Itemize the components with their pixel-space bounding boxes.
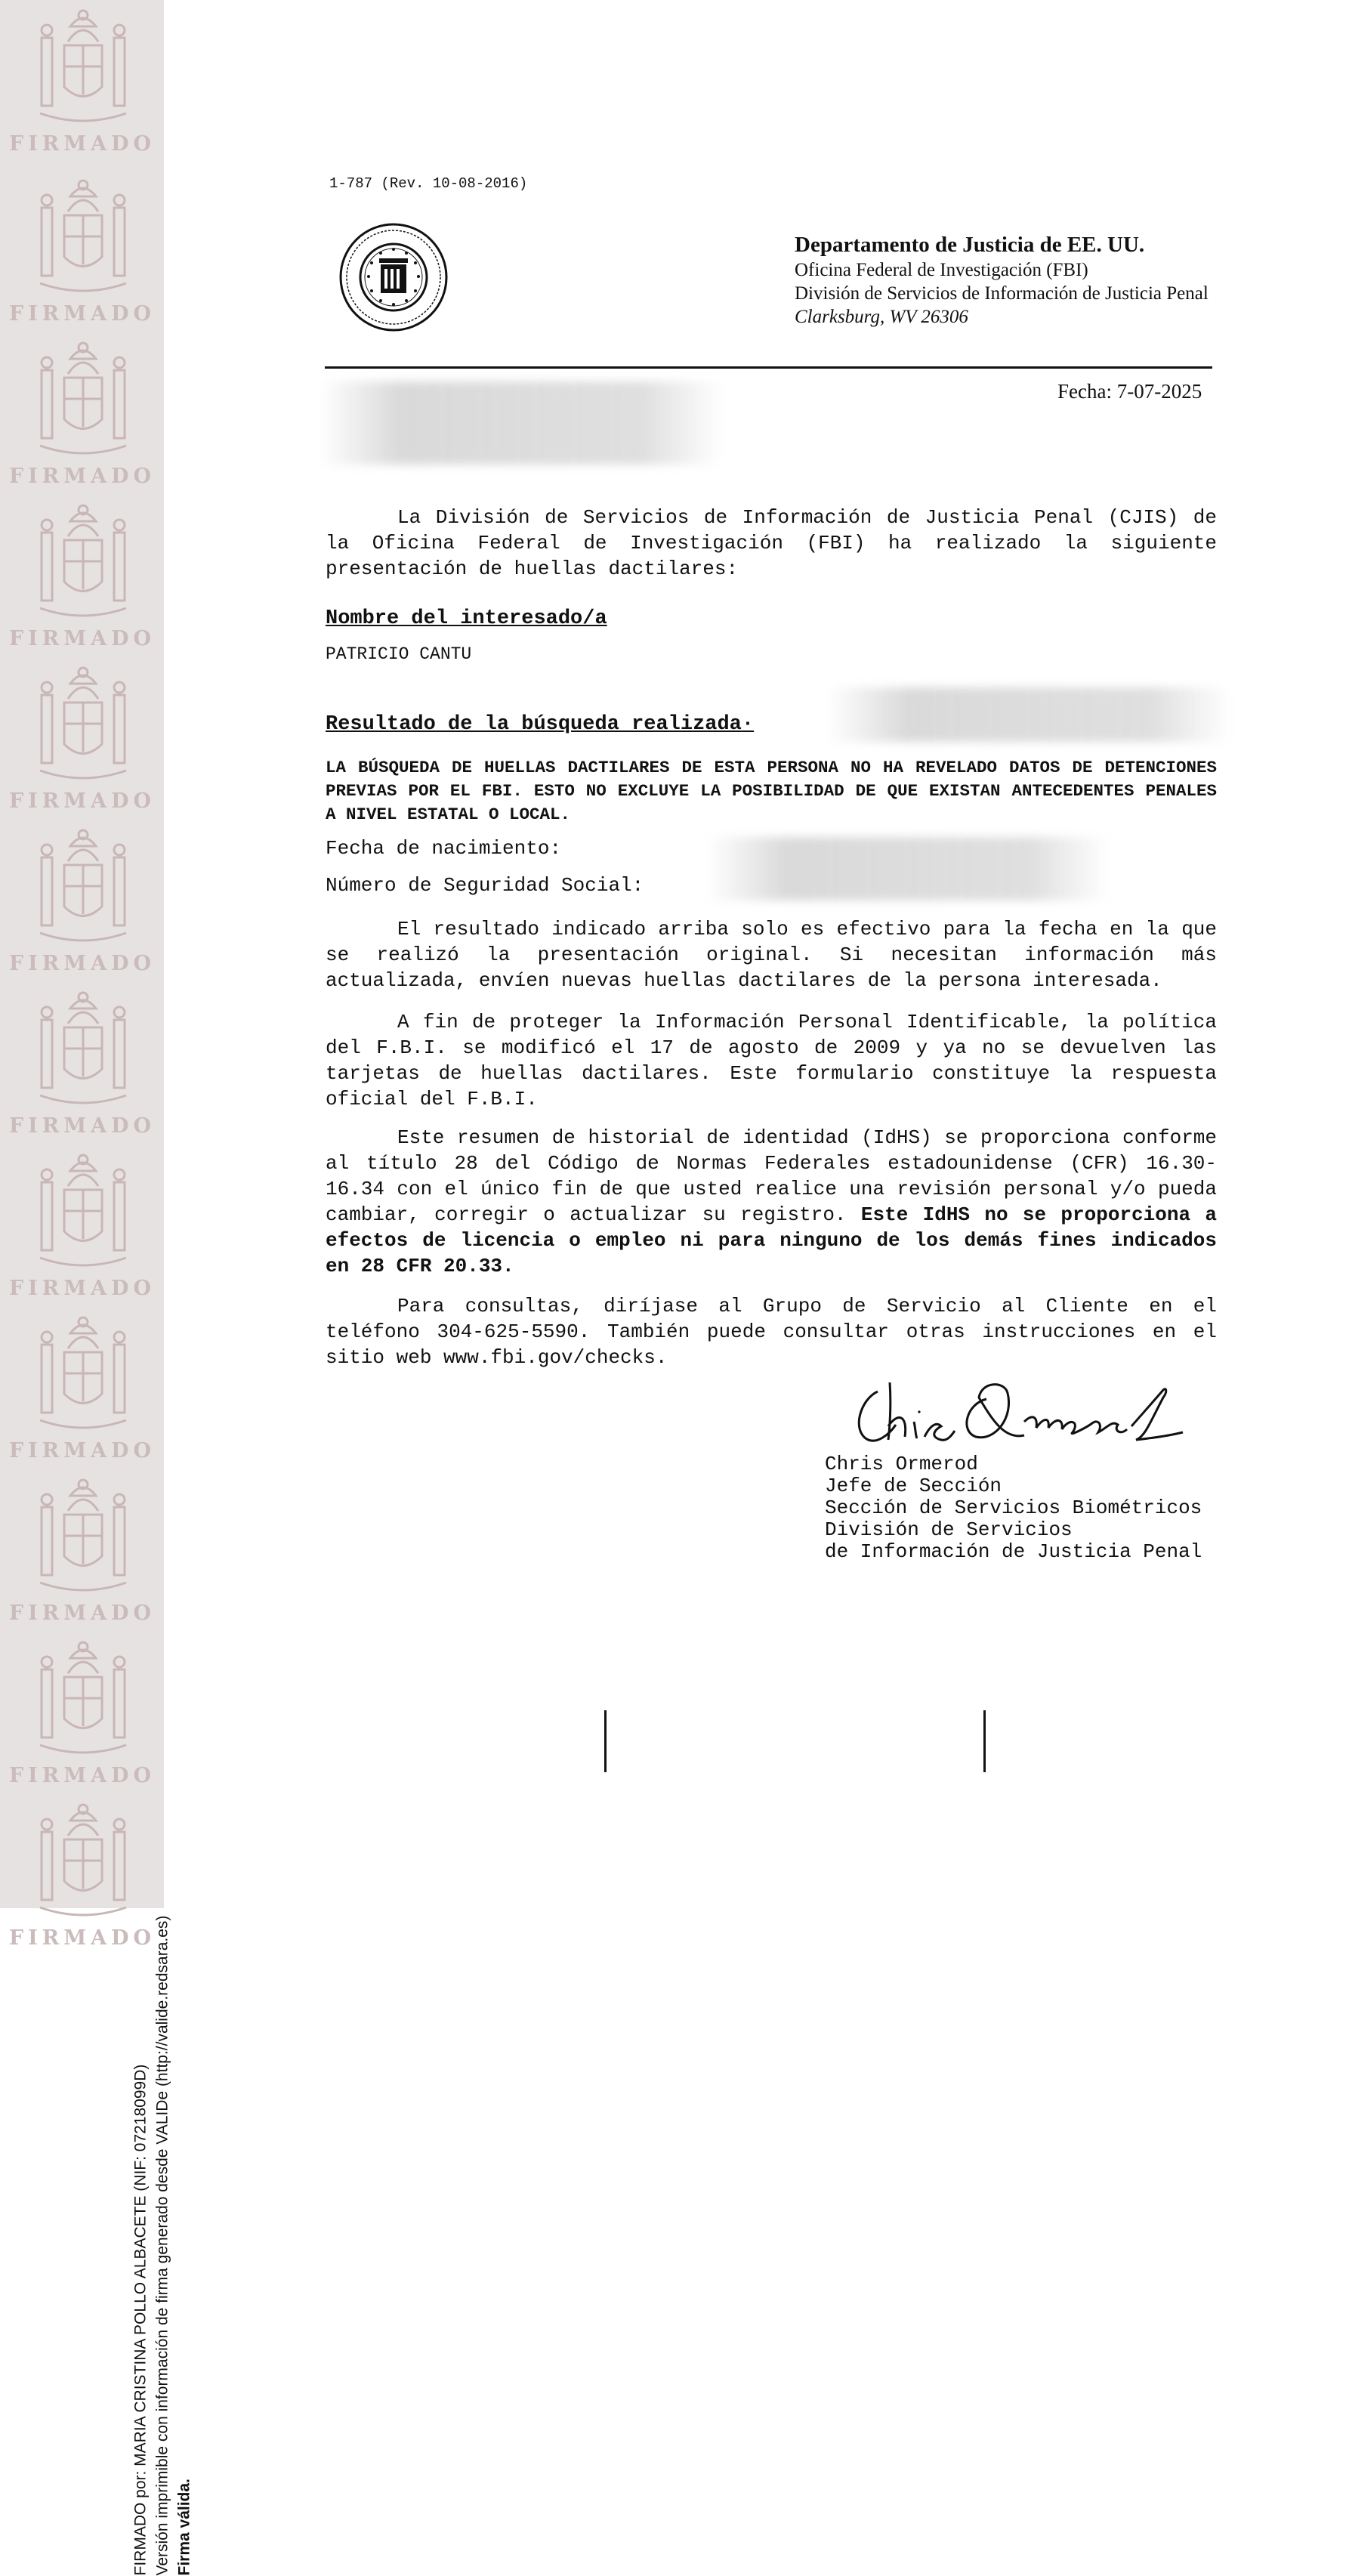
redacted-personal-data [706,837,1110,900]
document-date: Fecha: 7-07-2025 [1057,380,1202,403]
effective-date-paragraph: El resultado indicado arriba solo es efectivo para la fecha en la que se realizó la presentación original. Si necesitan información más actualizada, envíen nuevas huellas dactilares de la persona interesada. [326,918,1217,992]
spain-crest-icon [34,1632,132,1760]
signature-margin-strip [0,0,193,2576]
spain-crest-icon [34,820,132,948]
division-name: División de Servicios de Información de Justicia Penal [795,283,1209,304]
electronic-signature-note [130,687,196,2576]
spain-crest-icon [34,982,132,1110]
idhs-paragraph: Este resumen de historial de identidad (IdHS) se proporciona conforme al título 28 del Código de Normas Federales estadounidense (CFR) 16.30-16.34 con el único fin de que usted realice una revisión personal y/o pueda cambiar, corregir o actualizar su registro. Este IdHS no se proporciona a efectos de licencia o empleo ni para ninguno de los demás fines indicados en 28 CFR 20.33. [326,1126,1217,1277]
subject-heading: Nombre del interesado/a [326,607,607,630]
subject-name: PATRICIO CANTU [326,644,472,664]
signatory-name: Chris Ormerod [825,1453,978,1475]
result-heading: Resultado de la búsqueda realizada· [326,713,755,736]
firmado-stamp: FIRMADO [9,1114,156,1138]
firmado-stamp: FIRMADO [9,1602,156,1625]
redacted-result-detail [827,687,1231,742]
handwritten-signature [846,1367,1186,1458]
spain-crest-icon [34,1469,132,1598]
firmado-stamp: FIRMADO [9,1764,156,1787]
scan-mark-left [604,1710,607,1772]
spain-crest-icon [34,170,132,298]
printable-version-text: Versión imprimible con información de firma generado desde VALIDe (http://valide.redsara.es) [153,1915,171,2576]
spain-crest-icon [34,1144,132,1273]
signatory-division-line-2: de Información de Justicia Penal [825,1540,1202,1563]
redacted-address [319,381,723,465]
signatory-title: Jefe de Sección [825,1475,1002,1497]
spain-crest-icon [34,332,132,461]
firmado-stamp: FIRMADO [9,952,156,975]
firmado-stamp: FIRMADO [9,465,156,488]
dob-label: Fecha de nacimiento: [326,837,562,860]
firmado-stamp: FIRMADO [9,1439,156,1463]
office-name: Oficina Federal de Investigación (FBI) [795,260,1088,280]
fbi-seal-icon [337,219,450,336]
idhs-disclaimer: Este IdHS no se proporciona a efectos de licencia o empleo ni para ninguno de los demás fines indicados en 28 CFR 20.33. [326,1203,1217,1277]
firmado-stamp: FIRMADO [9,789,156,813]
contact-paragraph: Para consultas, diríjase al Grupo de Servicio al Cliente en el teléfono 304-625-5590. También puede consultar otras instrucciones en el sitio web www.fbi.gov/checks. [326,1295,1217,1369]
signatory-division-line-1: División de Servicios [825,1518,1073,1541]
coat-of-arms-watermark [0,170,164,336]
firmado-stamp: FIRMADO [9,627,156,650]
spain-crest-icon [34,1307,132,1435]
header-divider [325,366,1212,369]
valid-signature-text: Firma válida. [175,2479,193,2576]
result-text: LA BÚSQUEDA DE HUELLAS DACTILARES DE ESTA PERSONA NO HA REVELADO DATOS DE DETENCIONES PREVIAS POR EL FBI. ESTO NO EXCLUYE LA POSIBILIDAD DE QUE EXISTAN ANTECEDENTES PENALES A NIVEL ESTATAL O LOCAL. [326,758,1217,824]
intro-paragraph: La División de Servicios de Información de Justicia Penal (CJIS) de la Oficina Federal de Investigación (FBI) ha realizado la siguiente presentación de huellas dactilares: [326,506,1217,580]
firmado-stamp: FIRMADO [9,132,156,156]
firmado-stamp: FIRMADO [9,1926,156,1950]
office-location: Clarksburg, WV 26306 [795,307,968,327]
signatory-block [825,1453,1202,1563]
spain-crest-icon [34,0,132,128]
coat-of-arms-watermark [0,0,164,166]
spain-crest-icon [34,657,132,786]
spain-crest-icon [34,1794,132,1923]
department-name: Departamento de Justicia de EE. UU. [795,233,1145,257]
privacy-paragraph: A fin de proteger la Información Personal Identificable, la política del F.B.I. se modificó el 17 de agosto de 2009 y ya no se devuelven las tarjetas de huellas dactilares. Este formulario constituye la respuesta oficial del F.B.I. [326,1011,1217,1110]
firmado-stamp: FIRMADO [9,302,156,326]
letterhead [795,231,1209,329]
spain-crest-icon [34,495,132,623]
scan-mark-right [983,1710,986,1772]
coat-of-arms-watermark [0,332,164,499]
signatory-section: Sección de Servicios Biométricos [825,1496,1202,1519]
signed-by-text: FIRMADO por: MARIA CRISTINA POLLO ALBACETE (NIF: 07218099D) [131,2064,150,2576]
firmado-stamp: FIRMADO [9,1277,156,1300]
ssn-label: Número de Seguridad Social: [326,874,644,897]
form-id: 1-787 (Rev. 10-08-2016) [329,175,528,192]
coat-of-arms-watermark [0,495,164,661]
